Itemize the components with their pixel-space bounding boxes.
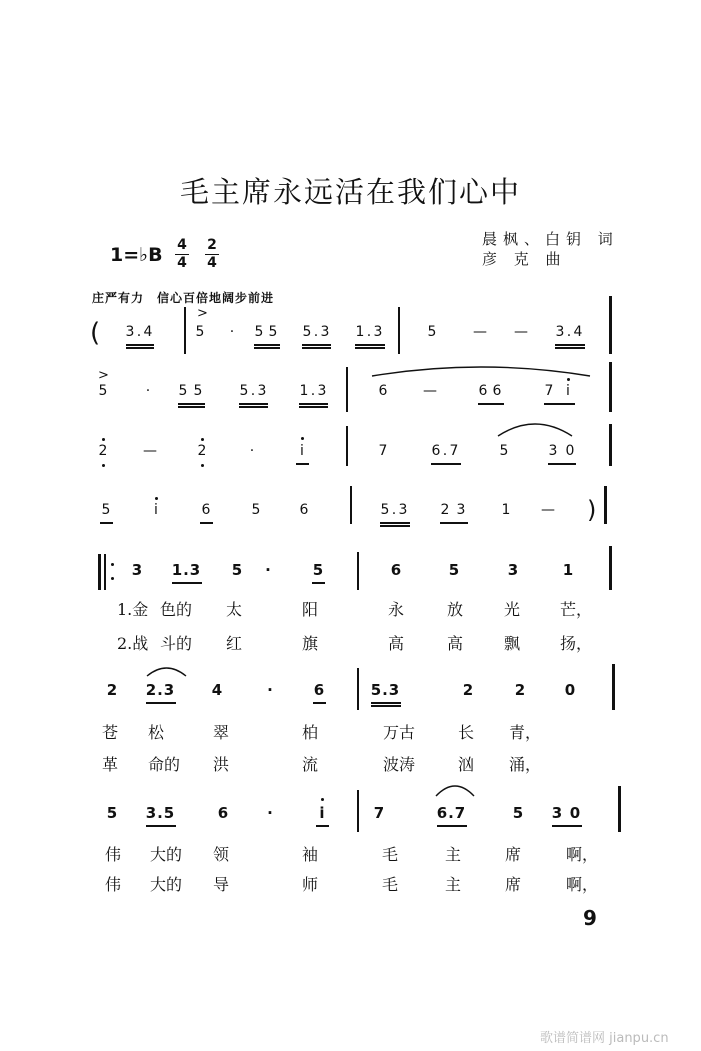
lyric-verse-2: 红 [226,634,243,653]
note: . [566,324,572,340]
beam-line [254,347,280,349]
lyric-verse-2: 命的 [148,755,181,774]
note: — [143,443,157,459]
lyric-verse-1: 阳 [302,600,319,619]
lyric-verse-2: 高 [447,634,464,653]
note: 3 [125,324,135,340]
note: · [267,681,273,699]
close-paren: ) [587,496,597,524]
lyric-verse-2: 师 [302,875,319,894]
beam-line [299,406,328,408]
note: — [473,324,487,340]
beam-line [548,463,576,465]
beam-line [380,525,410,527]
barline [346,367,348,412]
barline [357,668,359,710]
note: . [157,681,163,699]
note: 4 [211,681,223,699]
barline [98,554,101,590]
lyric-verse-2: 波涛 [383,755,416,774]
octave-dot [201,464,204,467]
note: 5 [231,561,243,579]
note: 6 [313,681,325,699]
note: 1 [501,502,511,518]
lyric-verse-1: 1.金 [117,600,149,619]
beam-line [440,522,468,524]
note: 5 [163,804,175,822]
lyric-verse-1: 主 [445,845,462,864]
beam-line [302,347,331,349]
note: 7 [373,804,385,822]
note: 1 [355,324,365,340]
beam-line [146,825,176,827]
beam-line [200,522,213,524]
octave-dot [102,438,105,441]
note: 7 [544,383,554,399]
note: 3 [507,561,519,579]
barline [609,362,612,412]
note: 4 [143,324,153,340]
note: · [265,561,271,579]
beam-line [355,347,385,349]
note: 2 [197,443,207,459]
note: 5 [98,383,108,399]
barline [357,552,359,590]
note: 1 [171,561,183,579]
slur [372,367,590,376]
note: 3 [398,502,408,518]
lyric-verse-1: 袖 [302,845,319,864]
note: · [145,383,151,399]
note: 6 [378,383,388,399]
note: i [154,502,158,518]
lyric-verse-1: 毛 [382,845,399,864]
note: 5 [302,324,312,340]
lyric-verse-2: 席 [505,875,522,894]
lyric-verse-1: 松 [148,723,165,742]
lyric-verse-1: 领 [213,845,230,864]
lyric-verse-1: 太 [226,600,243,619]
note: 6 [478,383,488,399]
lyric-verse-2: 流 [302,755,319,774]
beam-line [544,403,575,405]
beam-line [316,825,329,827]
note: i [566,383,570,399]
note: 6 [431,443,441,459]
note: 6 [436,804,448,822]
lyric-verse-2: 扬， [560,634,593,653]
beam-line [431,463,461,465]
lyric-verse-2: 飘 [504,634,521,653]
beam-line [371,702,401,704]
octave-dot [102,464,105,467]
note: 3 [317,383,327,399]
barline [346,426,348,466]
lyric-verse-2: 2.战 [117,634,149,653]
note: . [382,681,388,699]
lyric-verse-1: 永 [388,600,405,619]
barline [104,554,106,590]
note: · [229,324,235,340]
open-paren: ( [90,318,101,348]
lyric-verse-2: 涌， [509,755,542,774]
note: . [310,383,316,399]
beam-line [299,403,328,405]
note: . [442,443,448,459]
barline [350,486,352,524]
note: 0 [569,804,581,822]
lyric-verse-2: 伟 [105,875,122,894]
note: i [300,443,304,459]
note: 3 [373,324,383,340]
lyric-verse-1: 色的 [160,600,193,619]
beam-line [126,344,154,346]
barline [609,296,612,354]
note: 5 [427,324,437,340]
watermark: 歌谱简谱网 jianpu.cn [540,1031,669,1046]
note: . [313,324,319,340]
note: 5 [380,502,390,518]
note: 5 [178,383,188,399]
note: 5 [254,324,264,340]
note: 5 [251,502,261,518]
beam-line [126,347,154,349]
octave-dot [201,438,204,441]
note: 5 [312,561,324,579]
lyric-verse-1: 翠 [213,723,230,742]
note: 3 [189,561,201,579]
lyric-verse-1: 青， [509,723,542,742]
tempo-marking: 庄严有力 信心百倍地阔步前进 [92,291,275,305]
beam-line [239,406,268,408]
lyric-verse-2: 斗的 [160,634,193,653]
note: 3 [320,324,330,340]
lyric-verse-1: 啊， [566,845,599,864]
lyric-verse-2: 大的 [150,875,183,894]
lyric-verse-2: 汹 [458,755,475,774]
barline [604,486,607,524]
note: 5 [512,804,524,822]
octave-dot [111,577,114,580]
beam-line [552,825,582,827]
beam-line [312,582,325,584]
note: 3 [131,561,143,579]
lyric-verse-2: 主 [445,875,462,894]
beam-line [296,463,309,465]
lyric-verse-2: 高 [388,634,405,653]
lyric-verse-2: 旗 [302,634,319,653]
octave-dot [155,497,158,500]
octave-dot [111,563,114,566]
note: 2 [145,681,157,699]
lyric-verse-1: 放 [447,600,464,619]
note: 5 [106,804,118,822]
lyric-verse-2: 毛 [382,875,399,894]
lyric-verse-1: 柏 [302,723,319,742]
barline [609,424,612,466]
note: · [249,443,255,459]
lyric-verse-1: 大的 [150,845,183,864]
note: 2 [462,681,474,699]
note: . [250,383,256,399]
note: 6 [201,502,211,518]
note: 1 [562,561,574,579]
note: 4 [573,324,583,340]
note: 5 [193,383,203,399]
lyric-verse-1: 伟 [105,845,122,864]
note: — [541,502,555,518]
beam-line [146,702,176,704]
song-title: 毛主席永远活在我们心中 [179,175,521,209]
note: 5 [268,324,278,340]
note: i [319,804,325,822]
note: 2 [440,502,450,518]
note: 3 [555,324,565,340]
note: . [157,804,163,822]
beam-line [172,582,202,584]
accent-mark: > [197,306,208,321]
barline [184,307,186,354]
note: 3 [456,502,466,518]
note: 3 [388,681,400,699]
note: 3 [257,383,267,399]
beam-line [371,705,401,707]
note: 7 [454,804,466,822]
beam-line [178,403,205,405]
beam-line [355,344,385,346]
note: . [183,561,189,579]
barline [618,786,621,832]
note: 3 [551,804,563,822]
note: . [136,324,142,340]
note: · [267,804,273,822]
beam-line [380,522,410,524]
note: . [448,804,454,822]
note: 6 [299,502,309,518]
lyric-verse-2: 啊， [566,875,599,894]
time-signature-2-4: 2 4 [205,238,219,271]
note: 1 [299,383,309,399]
beam-line [302,344,331,346]
beam-line [178,406,205,408]
note: 3 [548,443,558,459]
lyric-verse-1: 席 [505,845,522,864]
note: . [366,324,372,340]
note: 5 [195,324,205,340]
octave-dot [567,378,570,381]
note: 5 [448,561,460,579]
lyric-verse-1: 万古 [383,723,416,742]
note: 6 [217,804,229,822]
lyricist-credit: 晨枫、白钥 词 [482,230,619,248]
note: 3 [163,681,175,699]
slur [498,424,572,436]
note: 3 [145,804,157,822]
beam-line [555,347,585,349]
note: . [391,502,397,518]
note: 2 [514,681,526,699]
barline [612,664,615,710]
composer-credit: 彦 克 曲 [482,250,567,268]
lyric-verse-1: 光 [504,600,521,619]
beam-line [437,825,467,827]
lyric-verse-1: 苍 [102,723,119,742]
lyric-verse-1: 长 [458,723,475,742]
lyric-verse-2: 导 [213,875,230,894]
note: 0 [564,681,576,699]
lyric-verse-2: 革 [102,755,119,774]
beam-line [555,344,585,346]
lyric-verse-2: 洪 [213,755,230,774]
note: 2 [98,443,108,459]
note: 7 [378,443,388,459]
lyric-verse-1: 芒， [560,600,593,619]
note: 6 [390,561,402,579]
note: — [514,324,528,340]
note: 5 [101,502,111,518]
note: — [423,383,437,399]
accent-mark: > [98,368,109,383]
note: 5 [499,443,509,459]
beam-line [100,522,113,524]
beam-line [313,702,326,704]
note: 7 [449,443,459,459]
note: 0 [565,443,575,459]
beam-line [239,403,268,405]
beam-line [254,344,280,346]
time-signature-4-4: 4 4 [175,238,189,271]
slur [147,668,186,676]
page-number: 9 [583,906,597,930]
note: 2 [106,681,118,699]
note: 5 [370,681,382,699]
slur [436,786,474,796]
octave-dot [301,437,304,440]
barline [357,790,359,832]
beam-line [478,403,504,405]
key-signature: 1=♭B [110,244,163,266]
barline [398,307,400,354]
barline [609,546,612,590]
note: 5 [239,383,249,399]
note: 6 [492,383,502,399]
octave-dot [321,798,324,801]
